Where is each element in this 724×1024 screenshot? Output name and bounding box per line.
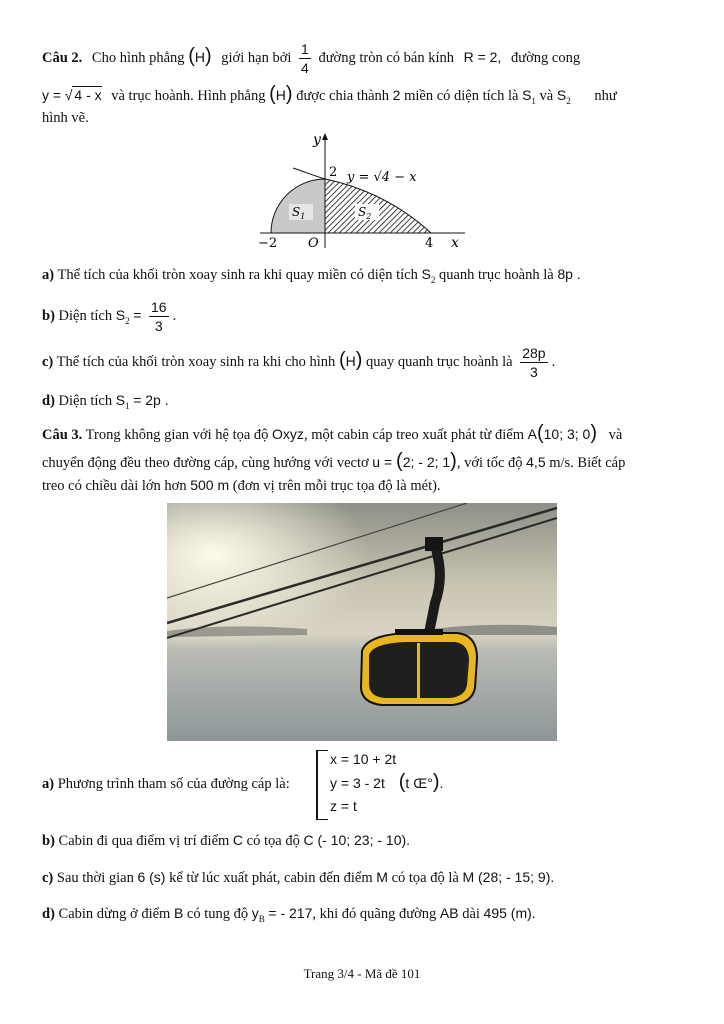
q2-text: giới hạn bởi [221,49,292,66]
q3-line3: treo có chiều dài lớn hơn 500 m (đơn vị trên mỗi trục tọa độ là mét). [42,477,441,494]
y-axis-label: y [313,132,321,148]
eq-z: z = t [330,798,357,814]
tick-neg2: −2 [258,236,278,251]
num-two: 2 [392,87,401,103]
x-axis-label: x [451,235,459,251]
q2-text: Cho hình phẳng [91,49,185,66]
q3-option-c: c) Sau thời gian 6 (s) kể từ lúc xuất phát, cabin đến điểm M có tọa độ là M (28; - 15; 9). [42,869,555,886]
cable-car-photo [167,503,557,741]
eq-y: y = 3 - 2t (t Œ°). [330,771,444,793]
q2-text: như [594,88,617,104]
q2-line1: Câu 2. Cho hình phẳng (H) giới hạn bởi $\frac{1}{4}$ đường tròn có bán kính R = 2, đường cong [42,41,581,76]
curve-radicand: 4 - x [74,87,102,103]
q3-line1: Câu 3. Trong không gian với hệ tọa độ Oxyz, một cabin cáp treo xuất phát từ điểm A(10; 3; 0) và [42,422,623,444]
origin-label: O [308,236,319,251]
page-footer: Trang 3/4 - Mã đề 101 [303,966,421,981]
fraction-one-quarter: $\frac{1}{4}$ [301,41,309,76]
q2-label: Câu 2. [42,49,83,66]
s1-label: $S_1$ [292,205,306,221]
q2-text: và [539,88,554,104]
curve-label: y = √4 − x [347,170,417,185]
q3-option-a: a) Phương trình tham số của đường cáp là: [42,776,290,792]
q2-text: miền có diện tích là [404,88,519,104]
q3-line2: chuyển động đều theo đường cáp, cùng hướng với vectơ u = (2; - 2; 1), với tốc độ 4,5 m/s. Biết cáp [42,450,626,472]
q2-option-a: a) Thể tích của khối tròn xoay sinh ra khi quay miền có diện tích $S_2$ quanh trục hoành là 8p . [42,266,581,285]
parametric-system [316,748,443,818]
s2-label: $S_2$ [358,205,372,221]
q2-line3: hình vẽ. [42,110,89,126]
q2-text: đường tròn có bán kính [318,49,454,66]
q2-text: đường cong [510,49,581,66]
region-H: H [194,48,205,65]
q2-text: và trục hoành. Hình phẳng [111,88,266,104]
q2-option-b: b) Diện tích $S_2$ = $\frac{16}{3}$ . [42,299,177,334]
region-figure [255,130,475,255]
tick-2: 2 [329,165,338,180]
q2-option-d: d) Diện tích $S_1 = 2p$ . [42,392,169,411]
eq-x: x = 10 + 2t [330,751,397,767]
q2-text: được chia thành [296,88,390,104]
q2-line2: y = √ 4 - x và trục hoành. Hình phẳng (H) được chia thành 2 miền có diện tích là $S_1$ và $S_2$ như [42,83,617,106]
tick-4: 4 [425,236,434,251]
curve-lhs: y = [42,87,62,103]
q3-option-b: b) Cabin đi qua điểm vị trí điểm C có tọa độ C (- 10; 23; - 10). [42,832,411,849]
radius-value: R = 2, [463,48,502,65]
q2-option-c: c) Thể tích của khối tròn xoay sinh ra khi cho hình (H) quay quanh trục hoành là $\frac{28p}{3}$ . [42,345,556,380]
q3-option-d: d) Cabin dừng ở điểm B có tung độ $y_B$ = - 217, khi đó quãng đường AB dài 495 (m). [42,905,536,924]
